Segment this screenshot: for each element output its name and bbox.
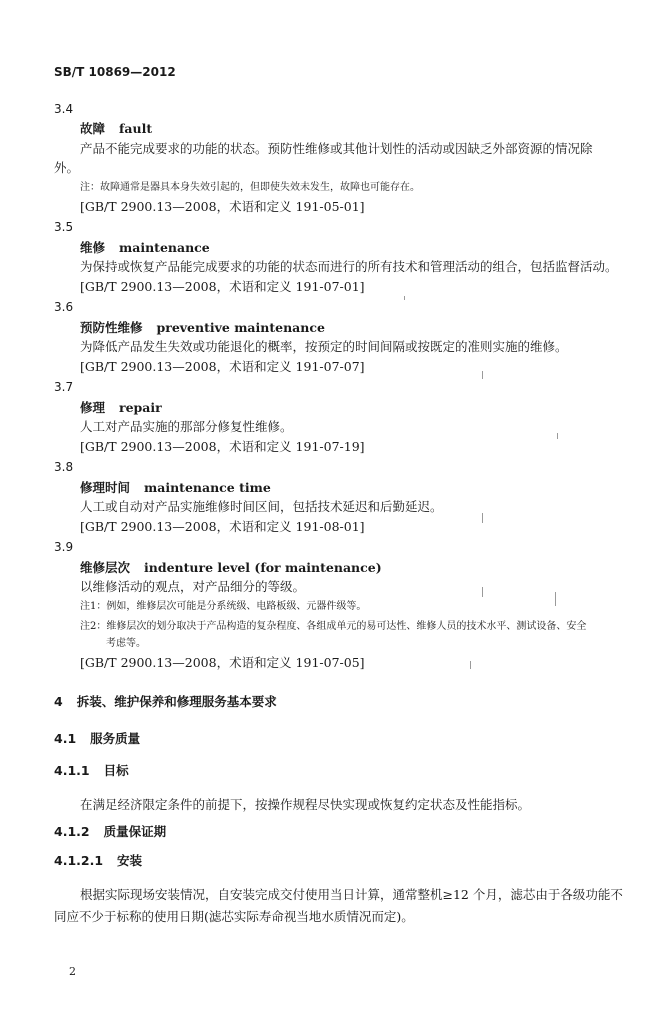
- term-reference: [GB/T 2900.13—2008，术语和定义 191-07-07]: [80, 359, 365, 374]
- term-heading: [80, 240, 210, 256]
- term-reference: [GB/T 2900.13—2008，术语和定义 191-05-01]: [80, 199, 365, 214]
- term-definition: 为保持或恢复产品能完成要求的功能的状态而进行的所有技术和管理活动的组合，包括监督活动。: [80, 259, 618, 274]
- subsection-heading: [54, 763, 129, 779]
- standard-code-header: SB/T 10869—2012: [54, 65, 176, 79]
- subsection-title: 安装: [117, 853, 143, 868]
- scan-speck: [404, 296, 405, 300]
- body-paragraph: 根据实际现场安装情况，自安装完成交付使用当日计算，通常整机≥12 个月，滤芯由于各级功能不: [80, 887, 623, 902]
- term-definition: 为降低产品发生失效或功能退化的概率，按预定的时间间隔或按既定的准则实施的维修。: [80, 339, 568, 354]
- term-heading: [80, 320, 325, 336]
- subsection-title: 质量保证期: [103, 824, 167, 839]
- scan-speck: [557, 433, 558, 439]
- subsection-number: 4.1.1: [54, 763, 90, 778]
- scan-speck: [482, 371, 483, 379]
- subsection-number: 4.1.2: [54, 824, 90, 839]
- body-paragraph-continuation: 同应不少于标称的使用日期(滤芯实际寿命视当地水质情况而定)。: [54, 909, 414, 924]
- term-reference: [GB/T 2900.13—2008，术语和定义 191-07-19]: [80, 439, 365, 454]
- clause-number: 3.8: [54, 460, 74, 474]
- term-note-continuation: 考虑等。: [106, 638, 146, 649]
- term-definition: 人工或自动对产品实施维修时间区间，包括技术延迟和后勤延迟。: [80, 499, 443, 514]
- term-note: 注2：维修层次的划分取决于产品构造的复杂程度、各组成单元的易可达性、维修人员的技术水平、测试设备、安全: [80, 621, 587, 632]
- subsection-title: 目标: [103, 763, 129, 778]
- term-heading: [80, 121, 152, 137]
- term-reference: [GB/T 2900.13—2008，术语和定义 191-07-01]: [80, 279, 365, 294]
- section-number: 4: [54, 694, 63, 709]
- term-reference: [GB/T 2900.13—2008，术语和定义 191-08-01]: [80, 519, 365, 534]
- term-reference: [GB/T 2900.13—2008，术语和定义 191-07-05]: [80, 655, 365, 670]
- page-number: 2: [69, 965, 76, 978]
- term-definition: 以维修活动的观点，对产品细分的等级。: [80, 579, 306, 594]
- scan-speck: [482, 587, 483, 597]
- body-paragraph: 在满足经济限定条件的前提下，按操作规程尽快实现或恢复约定状态及性能指标。: [80, 797, 531, 812]
- subsection-heading: [54, 731, 140, 747]
- subsection-heading: [54, 824, 166, 840]
- clause-number: 3.6: [54, 300, 74, 314]
- clause-number: 3.5: [54, 220, 74, 234]
- scan-speck: [482, 513, 483, 523]
- subsection-title: 服务质量: [90, 731, 141, 746]
- section-heading: [54, 694, 277, 710]
- term-zh: 故障: [80, 121, 106, 136]
- scan-speck: [555, 592, 556, 606]
- term-en: indenture level (for maintenance): [144, 560, 382, 575]
- term-definition: 人工对产品实施的那部分修复性维修。: [80, 419, 293, 434]
- scan-speck: [470, 661, 471, 669]
- term-heading: [80, 480, 271, 496]
- clause-number: 3.9: [54, 540, 74, 554]
- term-zh: 修理: [80, 400, 106, 415]
- term-heading: [80, 560, 382, 576]
- subsection-number: 4.1: [54, 731, 77, 746]
- term-zh: 维修: [80, 240, 106, 255]
- term-en: maintenance: [119, 240, 210, 255]
- term-definition: 产品不能完成要求的功能的状态。预防性维修或其他计划性的活动或因缺乏外部资源的情况除外。: [54, 141, 593, 175]
- clause-number: 3.4: [54, 102, 74, 116]
- subsection-number: 4.1.2.1: [54, 853, 104, 868]
- term-zh: 预防性维修: [80, 320, 143, 335]
- subsection-heading: [54, 853, 142, 869]
- term-en: fault: [119, 121, 153, 136]
- term-note: 注：故障通常是器具本身失效引起的，但即使失效未发生，故障也可能存在。: [80, 182, 420, 193]
- term-zh: 维修层次: [80, 560, 131, 575]
- term-heading: [80, 400, 162, 416]
- clause-number: 3.7: [54, 380, 74, 394]
- term-en: preventive maintenance: [156, 320, 325, 335]
- term-en: repair: [119, 400, 162, 415]
- term-note: 注1：例如，维修层次可能是分系统级、电路板级、元器件级等。: [80, 601, 367, 612]
- term-zh: 修理时间: [80, 480, 131, 495]
- term-en: maintenance time: [144, 480, 271, 495]
- section-title: 拆装、维护保养和修理服务基本要求: [76, 694, 277, 709]
